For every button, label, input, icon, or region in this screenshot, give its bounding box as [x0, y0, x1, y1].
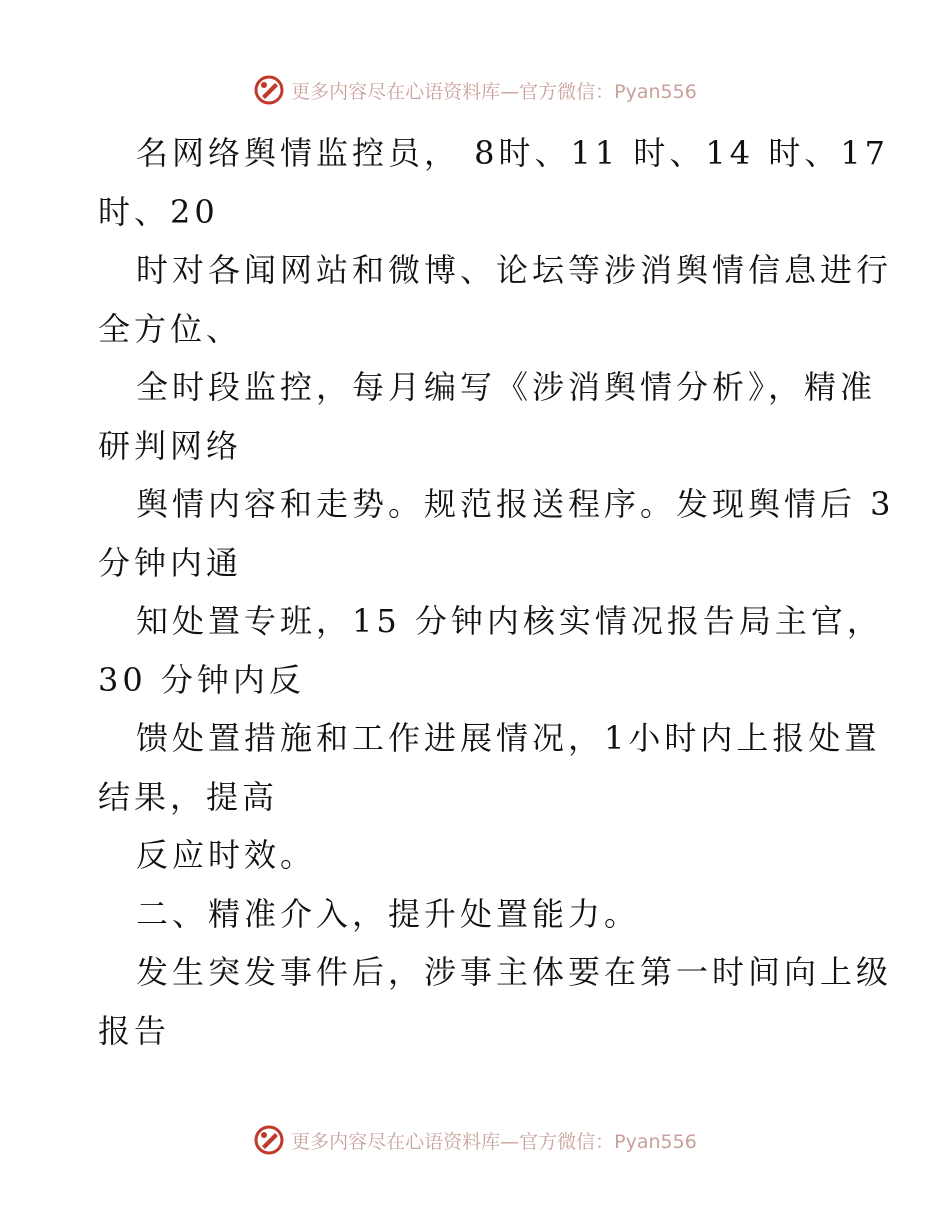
text-line: 名网络舆情监控员， 8时、11 时、14 时、17	[136, 134, 890, 172]
text-line: 知处置专班，15 分钟内核实情况报告局主官，	[136, 602, 883, 640]
document-body	[98, 124, 895, 1060]
text-line: 研判网络	[98, 426, 243, 465]
logo-icon	[253, 1124, 285, 1156]
text-line: 全方位、	[98, 309, 243, 348]
text-line: 报告	[98, 1011, 171, 1050]
text-line: 全时段监控，每月编写《涉消舆情分析》，精准	[136, 368, 877, 406]
text-line: 时、20	[98, 192, 219, 231]
footer-watermark-banner	[0, 1120, 950, 1160]
text-line: 发生突发事件后，涉事主体要在第一时间向上级	[136, 953, 893, 991]
text-line: 时对各闻网站和微博、论坛等涉消舆情信息进行	[136, 251, 893, 289]
text-line: 反应时效。	[136, 836, 317, 874]
header-watermark-banner	[0, 70, 950, 110]
banner-text: 更多内容尽在心语资料库—官方微信：Pyan556	[291, 1130, 697, 1153]
logo-icon	[253, 74, 285, 106]
text-line: 馈处置措施和工作进展情况，1小时内上报处置	[136, 719, 881, 757]
text-line: 分钟内通	[98, 543, 243, 582]
text-line: 结果，提高	[98, 777, 279, 816]
banner-text: 更多内容尽在心语资料库—官方微信：Pyan556	[291, 80, 697, 103]
text-line: 舆情内容和走势。规范报送程序。发现舆情后 3	[136, 485, 895, 523]
text-line: 30 分钟内反	[98, 660, 305, 699]
text-line: 二、精准介入，提升处置能力。	[136, 894, 641, 933]
